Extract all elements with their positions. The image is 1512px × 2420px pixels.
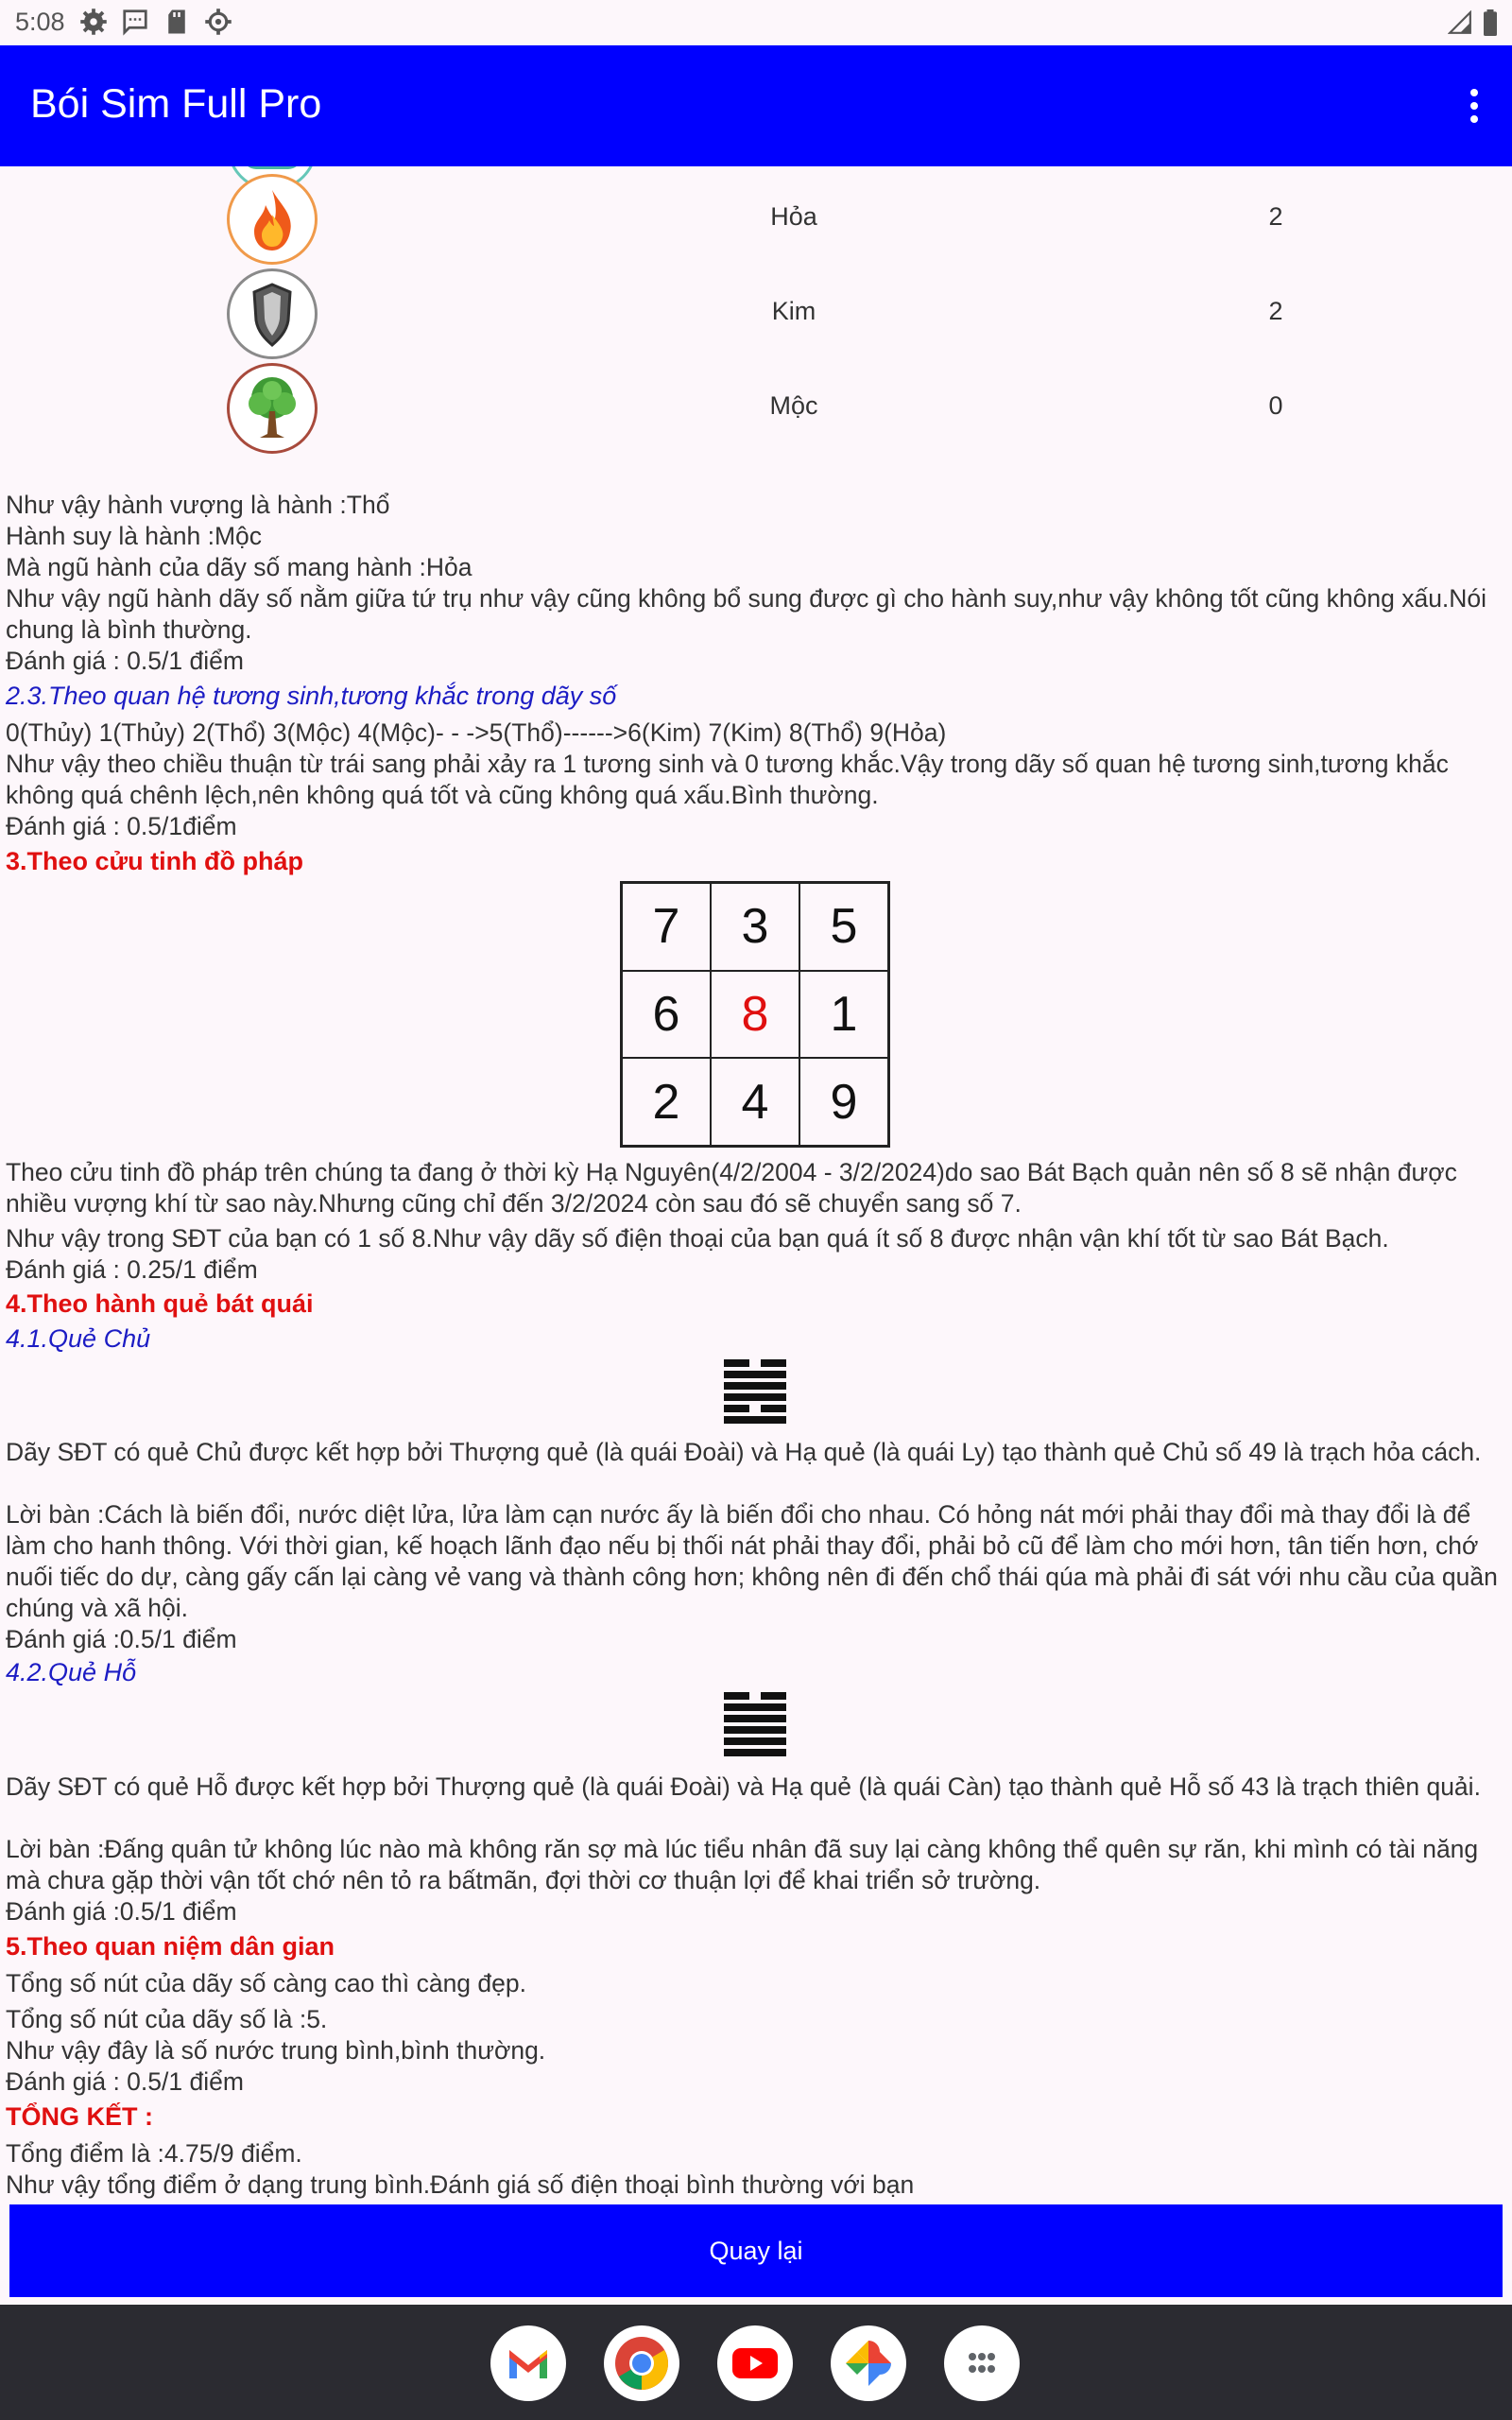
element-name: Kim	[771, 297, 816, 325]
rating-text: Đánh giá : 0.25/1 điểm	[6, 1255, 258, 1284]
youtube-icon[interactable]	[717, 2325, 793, 2401]
app-bar	[0, 45, 1512, 166]
grid-cell: 5	[799, 883, 888, 971]
app-title: Bói Sim Full Pro	[30, 81, 322, 127]
status-bar	[0, 0, 1512, 45]
text-line: Như vậy hành vượng là hành :Thổ	[6, 491, 390, 519]
section-subheading: 4.1.Quẻ Chủ	[6, 1324, 151, 1353]
back-button[interactable]: Quay lại	[9, 2204, 1503, 2297]
result-content[interactable]	[0, 166, 1512, 2203]
settings-icon	[79, 8, 108, 36]
grid-cell-center: 8	[711, 971, 799, 1059]
element-row-kim	[0, 267, 1512, 361]
signal-icon	[1448, 10, 1472, 35]
element-row-hoa	[0, 172, 1512, 267]
app-drawer-icon[interactable]	[944, 2325, 1020, 2401]
section-heading: 3.Theo cửu tinh đồ pháp	[6, 847, 304, 875]
rating-text: Đánh giá :0.5/1 điểm	[6, 1625, 237, 1653]
section-subheading: 2.3.Theo quan hệ tương sinh,tương khắc trong dãy số	[6, 682, 617, 710]
battery-icon	[1482, 9, 1499, 36]
grid-cell: 7	[622, 883, 711, 971]
grid-cell: 9	[799, 1058, 888, 1146]
grid-cell: 6	[622, 971, 711, 1059]
text-paragraph: Lời bàn :Cách là biến đổi, nước diệt lửa, lửa làm cạn nước ấy là biến đổi cho nhau. Có hỏng nát mới phải thay đổi mà thay đổi là để làm cho hanh thông. Với thời gian, kế hoạch lãnh đạo nếu bị thối nát phải thay đổi, phải bỏ cũ để làm cho mới hơn, tân tiến hơn, chớ nuối tiếc do dự, càng gấy cấn lại càng vẻ vang và thành công hơn; không nên đi đến chổ thái qúa mà phải đi sát với nhu cầu của quần chúng và xã hội.	[6, 1500, 1498, 1622]
rating-text: Đánh giá : 0.5/1 điểm	[6, 647, 244, 675]
element-name: Mộc	[769, 391, 818, 420]
section-heading: 4.Theo hành quẻ bát quái	[6, 1289, 314, 1318]
grid-cell: 4	[711, 1058, 799, 1146]
hexagram-icon	[724, 1692, 786, 1768]
more-options-icon[interactable]	[1455, 79, 1493, 132]
fire-icon	[227, 174, 318, 265]
text-line: Mà ngũ hành của dãy số mang hành :Hỏa	[6, 553, 472, 581]
shield-icon	[227, 268, 318, 359]
summary-line: Tổng điểm là :4.75/9 điểm.	[6, 2139, 302, 2168]
sd-card-icon	[163, 8, 191, 36]
gear-icon	[204, 8, 232, 36]
text-line: Tổng số nút của dãy số càng cao thì càng đẹp.	[6, 1969, 526, 1997]
rating-text: Đánh giá :0.5/1 điểm	[6, 1897, 237, 1926]
tree-icon	[227, 363, 318, 454]
grid-cell: 1	[799, 971, 888, 1059]
grid-cell: 3	[711, 883, 799, 971]
element-row-moc	[0, 361, 1512, 456]
element-sequence: 0(Thủy) 1(Thủy) 2(Thổ) 3(Mộc) 4(Mộc)- - ->5(Thổ)------>6(Kim) 7(Kim) 8(Thổ) 9(Hỏa)	[6, 718, 947, 747]
element-count: 2	[1268, 202, 1283, 231]
hexagram-icon	[724, 1359, 786, 1435]
text-paragraph: Như vậy ngũ hành dãy số nằm giữa tứ trụ như vậy cũng không bổ sung được gì cho hành suy,như vậy không tốt cũng không xấu.Nói chung là bình thường.	[6, 584, 1487, 644]
section-heading: 5.Theo quan niệm dân gian	[6, 1932, 335, 1961]
navigation-bar	[0, 2305, 1512, 2420]
text-paragraph: Dãy SĐT có quẻ Chủ được kết hợp bởi Thượng quẻ (là quái Đoài) và Hạ quẻ (là quái Ly) tạo thành quẻ Chủ số 49 là trạch hỏa cách.	[6, 1438, 1482, 1466]
gmail-icon[interactable]	[490, 2325, 566, 2401]
element-count: 0	[1268, 391, 1283, 420]
status-time: 5:08	[15, 8, 65, 36]
text-paragraph: Lời bàn :Đấng quân tử không lúc nào mà không răn sợ mà lúc tiểu nhân đã suy lại càng không thể quên sự răn, khi mình có tài năng mà chưa gặp thời vận tốt chớ nên tỏ ra bấtmãn, đợi thời cơ thuận lợi để khai triển sở trường.	[6, 1835, 1479, 1894]
summary-heading: TỔNG KẾT :	[6, 2102, 153, 2131]
element-name: Hỏa	[770, 202, 817, 231]
text-line: Tổng số nút của dãy số là :5.	[6, 2005, 328, 2033]
text-paragraph: Dãy SĐT có quẻ Hỗ được kết hợp bởi Thượng quẻ (là quái Đoài) và Hạ quẻ (là quái Càn) tạo thành quẻ Hỗ số 43 là trạch thiên quải.	[6, 1772, 1481, 1801]
rating-text: Đánh giá : 0.5/1điểm	[6, 812, 237, 840]
element-count: 2	[1268, 297, 1283, 325]
text-line: Như vậy đây là số nước trung bình,bình thường.	[6, 2036, 546, 2065]
rating-text: Đánh giá : 0.5/1 điểm	[6, 2067, 244, 2096]
section-subheading: 4.2.Quẻ Hỗ	[6, 1658, 137, 1686]
text-paragraph: Như vậy trong SĐT của bạn có 1 số 8.Như vậy dãy số điện thoại của bạn quá ít số 8 được nhận vận khí tốt từ sao Bát Bạch.	[6, 1224, 1389, 1253]
text-line: Hành suy là hành :Mộc	[6, 522, 263, 550]
text-paragraph: Như vậy theo chiều thuận từ trái sang phải xảy ra 1 tương sinh và 0 tương khắc.Vậy trong dãy số quan hệ tương sinh,tương khắc không quá chênh lệch,nên không quá tốt và cũng không quá xấu.Bình thường.	[6, 750, 1449, 809]
text-paragraph: Theo cửu tinh đồ pháp trên chúng ta đang ở thời kỳ Hạ Nguyên(4/2/2004 - 3/2/2024)do sao Bát Bạch quản nên số 8 sẽ nhận được nhiều vượng khí từ sao này.Nhưng cũng chỉ đến 3/2/2024 còn sau đó sẽ chuyển sang số 7.	[6, 1158, 1457, 1218]
photos-icon[interactable]	[831, 2325, 906, 2401]
message-icon	[121, 8, 149, 36]
grid-cell: 2	[622, 1058, 711, 1146]
summary-line: Như vậy tổng điểm ở dạng trung bình.Đánh giá số điện thoại bình thường với bạn	[6, 2170, 915, 2199]
chrome-icon[interactable]	[604, 2325, 679, 2401]
nine-star-grid	[620, 881, 890, 1148]
